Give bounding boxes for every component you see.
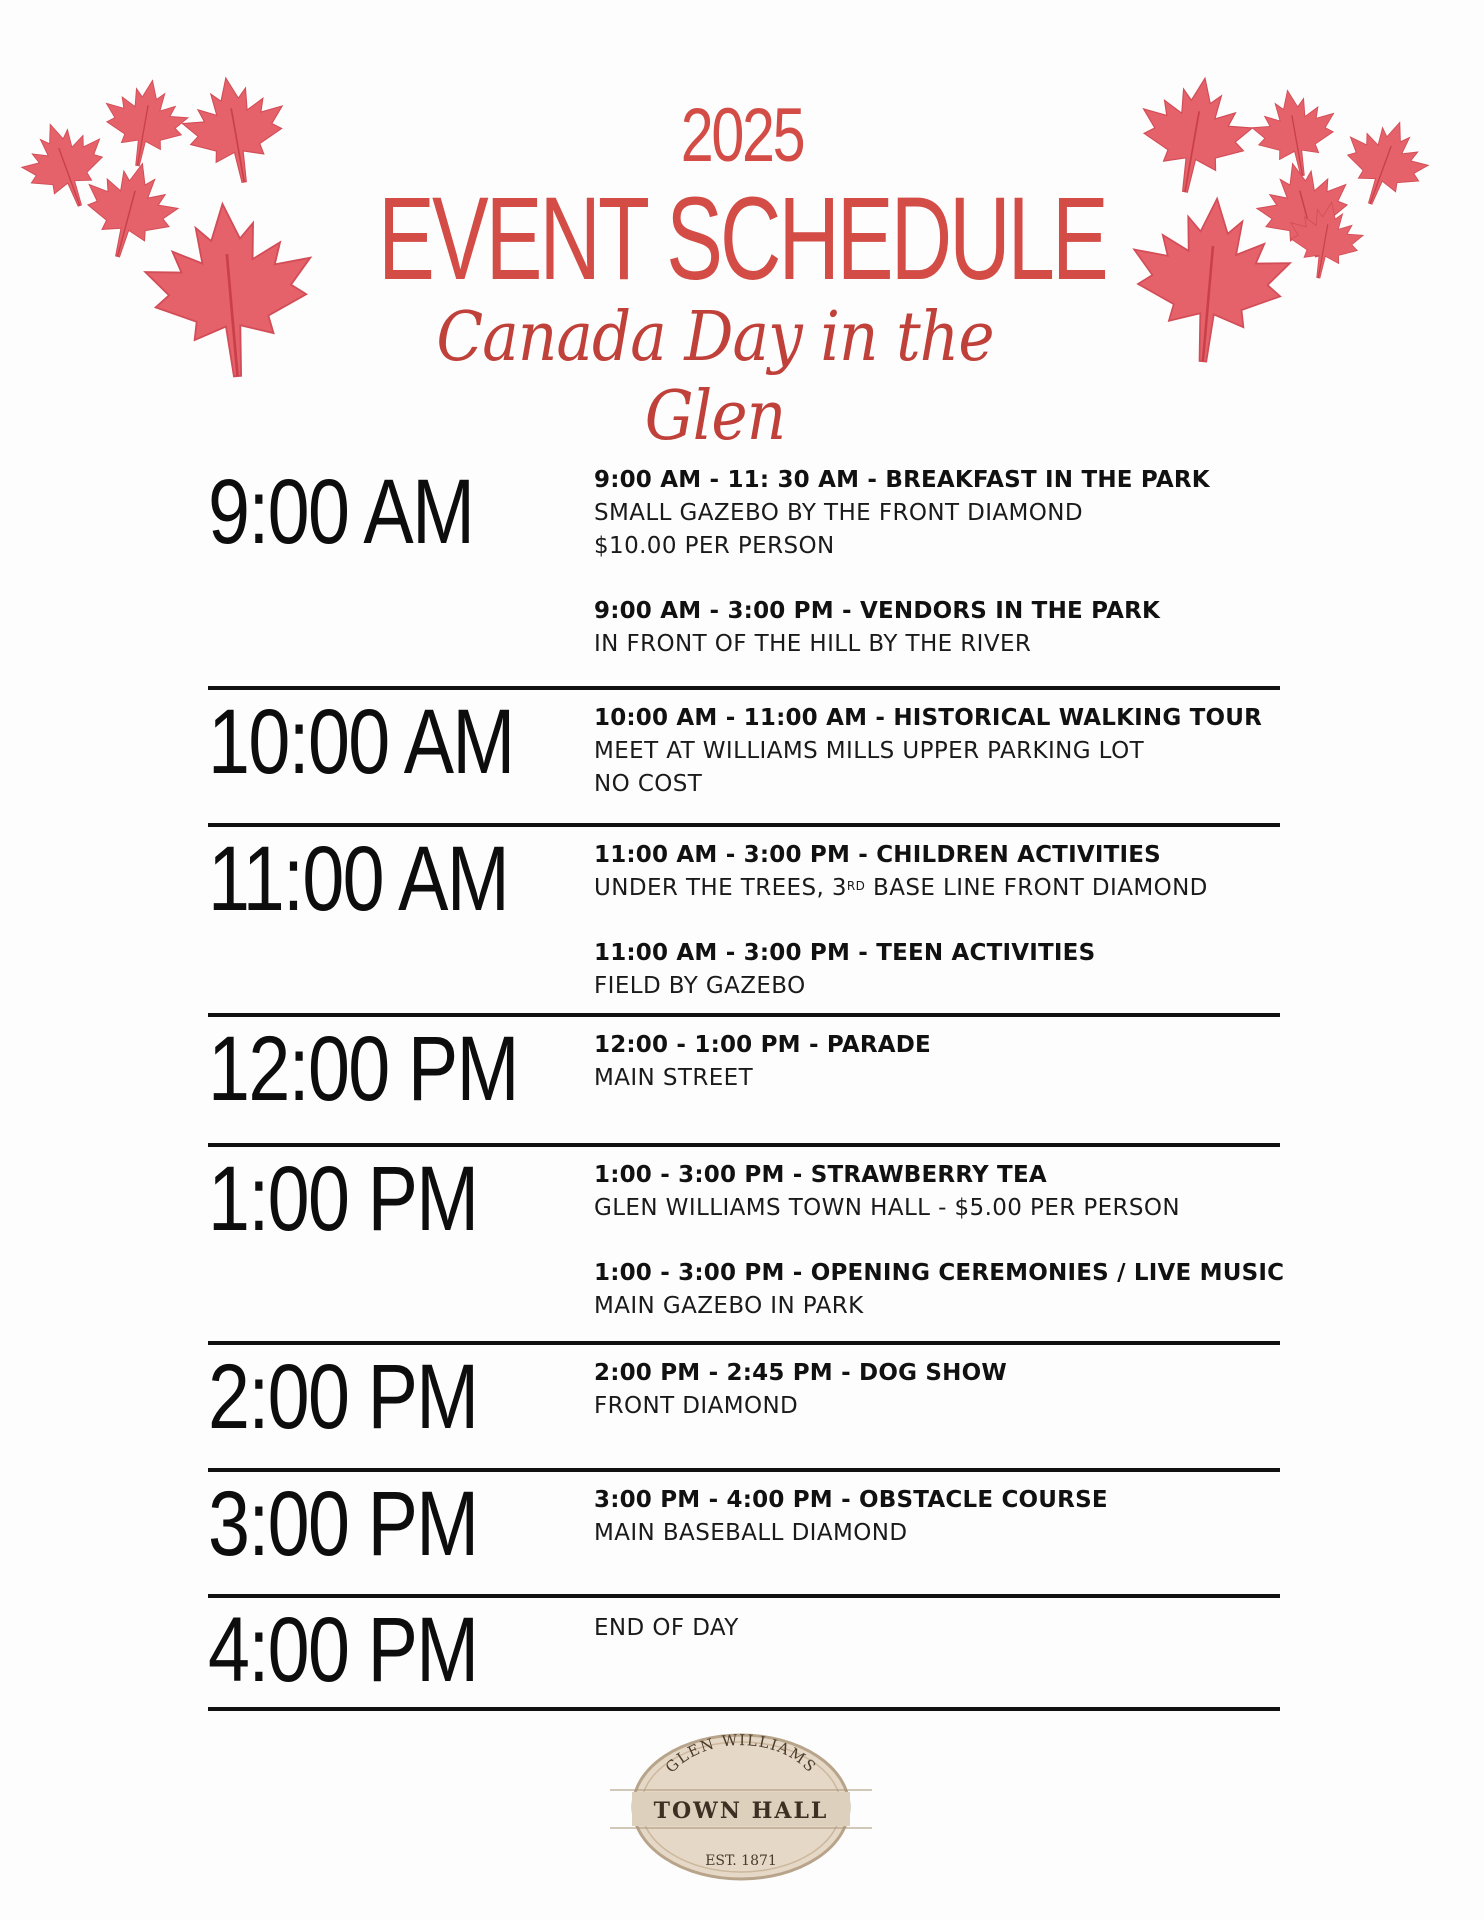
event-list: [594, 1484, 1274, 1550]
logo-name: TOWN HALL: [653, 1798, 829, 1824]
event-item: [594, 1484, 1274, 1550]
schedule-row: [208, 688, 1280, 825]
event-list: [594, 839, 1274, 1003]
event-item: [594, 1612, 1274, 1645]
script-subtitle: Canada Day in the Glen: [436, 298, 994, 456]
event-detail: FIELD BY GAZEBO: [594, 973, 806, 999]
event-list: [594, 1159, 1285, 1323]
event-detail: MEET AT WILLIAMS MILLS UPPER PARKING LOT: [594, 738, 1145, 764]
event-title: 1:00 - 3:00 PM - STRAWBERRY TEA: [594, 1162, 1047, 1188]
event-item: [594, 702, 1274, 801]
event-item: [594, 937, 1274, 1003]
event-detail: GLEN WILLIAMS TOWN HALL - $5.00 PER PERSON: [594, 1195, 1181, 1221]
time-slot-label: 12:00 PM: [208, 1018, 518, 1120]
event-detail: MAIN BASEBALL DIAMOND: [594, 1520, 908, 1546]
event-detail: IN FRONT OF THE HILL BY THE RIVER: [594, 631, 1032, 657]
maple-leaf-icon: [1279, 194, 1372, 287]
time-slot-label: 1:00 PM: [208, 1148, 478, 1250]
time-slot-label: 9:00 AM: [208, 461, 474, 563]
schedule-row: [208, 461, 1280, 688]
event-title: 11:00 AM - 3:00 PM - CHILDREN ACTIVITIES: [594, 842, 1161, 868]
schedule-row: [208, 1596, 1280, 1709]
event-detail: MAIN GAZEBO IN PARK: [594, 1293, 864, 1319]
event-item: [594, 1029, 1274, 1095]
event-title: 9:00 AM - 3:00 PM - VENDORS IN THE PARK: [594, 598, 1161, 624]
event-list: [594, 702, 1274, 801]
event-detail: $10.00 PER PERSON: [594, 533, 835, 559]
event-detail: UNDER THE TREES, 3RD BASE LINE FRONT DIAMOND: [594, 875, 1208, 901]
event-title: 2:00 PM - 2:45 PM - DOG SHOW: [594, 1360, 1007, 1386]
event-title: 9:00 AM - 11: 30 AM - BREAKFAST IN THE PARK: [594, 467, 1210, 493]
event-detail: END OF DAY: [594, 1615, 739, 1641]
time-slot-label: 3:00 PM: [208, 1473, 478, 1575]
title-year: 2025: [680, 93, 804, 178]
event-title: 1:00 - 3:00 PM - OPENING CEREMONIES / LIVE MUSIC: [594, 1260, 1285, 1286]
page-title: EVENT SCHEDULE: [378, 173, 1106, 305]
event-list: [594, 464, 1274, 661]
event-detail: MAIN STREET: [594, 1065, 754, 1091]
event-item: [594, 595, 1274, 661]
event-item: [594, 1257, 1285, 1323]
time-slot-label: 4:00 PM: [208, 1599, 478, 1701]
event-title: 11:00 AM - 3:00 PM - TEEN ACTIVITIES: [594, 940, 1096, 966]
event-item: [594, 1159, 1274, 1225]
event-detail: NO COST: [594, 771, 703, 797]
time-slot-label: 11:00 AM: [208, 828, 509, 930]
event-title: 3:00 PM - 4:00 PM - OBSTACLE COURSE: [594, 1487, 1108, 1513]
town-hall-logo: [610, 1732, 872, 1882]
event-item: [594, 839, 1274, 905]
event-detail: FRONT DIAMOND: [594, 1393, 799, 1419]
schedule-row: [208, 1015, 1280, 1145]
logo-est: EST. 1871: [705, 1853, 777, 1869]
schedule-row: [208, 1470, 1280, 1596]
schedule-row: [208, 825, 1280, 1015]
event-list: [594, 1029, 1274, 1095]
event-detail: SMALL GAZEBO BY THE FRONT DIAMOND: [594, 500, 1083, 526]
schedule-row: [208, 1343, 1280, 1470]
row-divider: [208, 1707, 1280, 1711]
event-item: [594, 464, 1274, 563]
schedule-row: [208, 1145, 1285, 1343]
event-title: 10:00 AM - 11:00 AM - HISTORICAL WALKING TOUR: [594, 705, 1263, 731]
time-slot-label: 10:00 AM: [208, 691, 514, 793]
event-list: [594, 1612, 1274, 1645]
event-list: [594, 1357, 1274, 1423]
event-item: [594, 1357, 1274, 1423]
time-slot-label: 2:00 PM: [208, 1346, 478, 1448]
event-title: 12:00 - 1:00 PM - PARADE: [594, 1032, 931, 1058]
logo-top-text: GLEN WILLIAMS: [661, 1732, 821, 1777]
